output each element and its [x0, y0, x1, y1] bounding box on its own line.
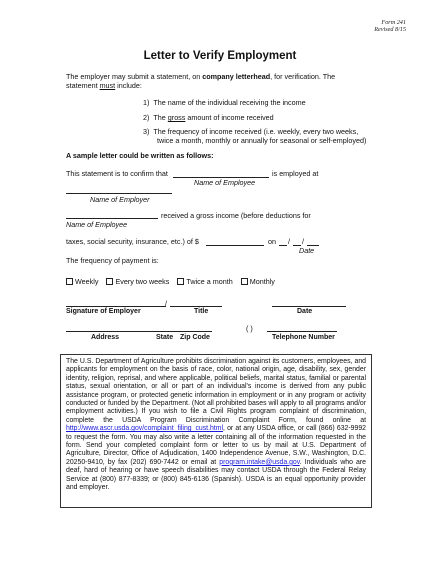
title-label: Title — [194, 308, 209, 315]
phone-paren: ( ) — [246, 324, 253, 333]
signature-line[interactable] — [66, 306, 166, 307]
signature-label: Signature of Employer — [66, 308, 141, 315]
option-every-two-weeks[interactable] — [106, 277, 169, 286]
list-item — [143, 113, 274, 122]
signature-slash: / — [165, 299, 167, 308]
notice-text: The U.S. Department of Agriculture prohibits discrimination against its customers, employees, and applicants for employment on the basis of race, color, national origin, age, disability, sex, gender identity, religion, reprisal, and where applicable, political beliefs, marital status, familial or parental status, sexual orientation, or all or part of an individual's income is derived from any public assistance program, or protected genetic information in employment or in any program or activity conducted or funded by the Department. (Not all prohibited bases will apply to all programs and/or employment activities.) If you wish to file a Civil Rights program complaint of discrimination, complete the USDA Program Discrimination Complaint Form, found online at — [66, 358, 366, 424]
intro-text-1: The employer may submit a statement, on — [66, 72, 203, 81]
taxes-text: taxes, social security, insurance, etc.) of $ — [66, 237, 199, 246]
checkbox[interactable] — [177, 278, 184, 285]
intro-paragraph — [66, 72, 386, 90]
option-monthly[interactable] — [241, 277, 275, 286]
date-label: Date — [299, 246, 315, 255]
option-weekly[interactable] — [66, 277, 98, 286]
form-number: Form 241 — [381, 19, 406, 26]
list-gross: gross — [167, 113, 186, 122]
zip-label: Zip Code — [180, 334, 210, 341]
title-line[interactable] — [170, 306, 222, 307]
option-label: Twice a month — [186, 277, 233, 286]
date-slash: / — [302, 237, 304, 246]
on-text: on — [268, 237, 276, 246]
state-label: State — [156, 334, 174, 341]
option-label: Weekly — [75, 277, 99, 286]
list-number: 2) — [143, 113, 150, 122]
address-label: Address — [91, 334, 120, 341]
employee-name-label-2: Name of Employee — [66, 220, 128, 229]
frequency-text: The frequency of payment is: — [66, 256, 159, 265]
intro-text-3: statement — [66, 81, 100, 90]
phone-label: Telephone Number — [272, 334, 335, 341]
received-text: received a gross income (before deductions for — [161, 211, 311, 220]
checkbox[interactable] — [241, 278, 248, 285]
form-revised: Revised 8/15 — [374, 26, 406, 33]
confirm-text: This statement is to confirm that — [66, 169, 168, 178]
page-title: Letter to Verify Employment — [143, 50, 297, 62]
list-text: amount of income received — [185, 113, 274, 122]
notice-text: . Individuals who are deaf, hard of hearing or have speech disabilities may contact USDA through the Federal Relay Service at (800) 877-8339; or (800) 845-6136 (Spanish). USDA is an equal opportunity provider and employer. — [66, 458, 366, 492]
list-item — [143, 98, 306, 107]
form-identifier — [374, 19, 406, 33]
address-line[interactable] — [66, 331, 212, 332]
checkbox[interactable] — [66, 278, 73, 285]
program-intake-email-link[interactable]: program.intake@usda.gov — [219, 458, 300, 466]
list-item-continued: twice a month, monthly or annually for seasonal or self-employed) — [157, 136, 367, 145]
list-text: The frequency of income received (i.e. weekly, every two weeks, — [153, 127, 359, 136]
intro-text-4: include: — [115, 81, 142, 90]
date-field-label: Date — [297, 308, 313, 315]
list-number: 1) — [143, 98, 150, 107]
option-twice-a-month[interactable] — [177, 277, 232, 286]
list-item — [143, 127, 358, 136]
list-text: The name of the individual receiving the income — [153, 98, 306, 107]
list-text: The — [153, 113, 168, 122]
intro-letterhead: company letterhead — [202, 72, 271, 81]
phone-line[interactable] — [267, 331, 337, 332]
date-slash: / — [288, 237, 290, 246]
frequency-options — [66, 277, 281, 286]
intro-text-2: , for verification. The — [270, 72, 336, 81]
option-label: Monthly — [249, 277, 275, 286]
employee-name-label: Name of Employee — [194, 178, 256, 187]
date-month-line[interactable] — [279, 245, 287, 246]
employee-name-line-2[interactable] — [66, 218, 158, 219]
list-number: 3) — [143, 127, 150, 136]
notice-text: , or at any USDA office, or call (866) 632-9992 to request the form. You may also write a letter containing all of the information requested in the form. Send your completed complaint form or letter to us by mail at U.S. Department of Agriculture, Director, Office of Adjudication, 1400 Independence Avenue, S.W., Washington, D.C. 20250-9410, by fax (202) 690-7442 or email at — [66, 425, 366, 466]
sample-heading: A sample letter could be written as follows: — [66, 151, 214, 160]
nondiscrimination-notice — [60, 354, 372, 508]
employed-at-text: is employed at — [272, 169, 319, 178]
amount-line[interactable] — [206, 245, 264, 246]
employer-name-line[interactable] — [66, 193, 172, 194]
date-line[interactable] — [272, 306, 346, 307]
employer-name-label: Name of Employer — [90, 195, 150, 204]
option-label: Every two weeks — [115, 277, 170, 286]
intro-must: must — [99, 81, 116, 90]
checkbox[interactable] — [106, 278, 113, 285]
complaint-form-link[interactable]: http://www.ascr.usda.gov/complaint_filing_cust.html — [66, 425, 224, 433]
